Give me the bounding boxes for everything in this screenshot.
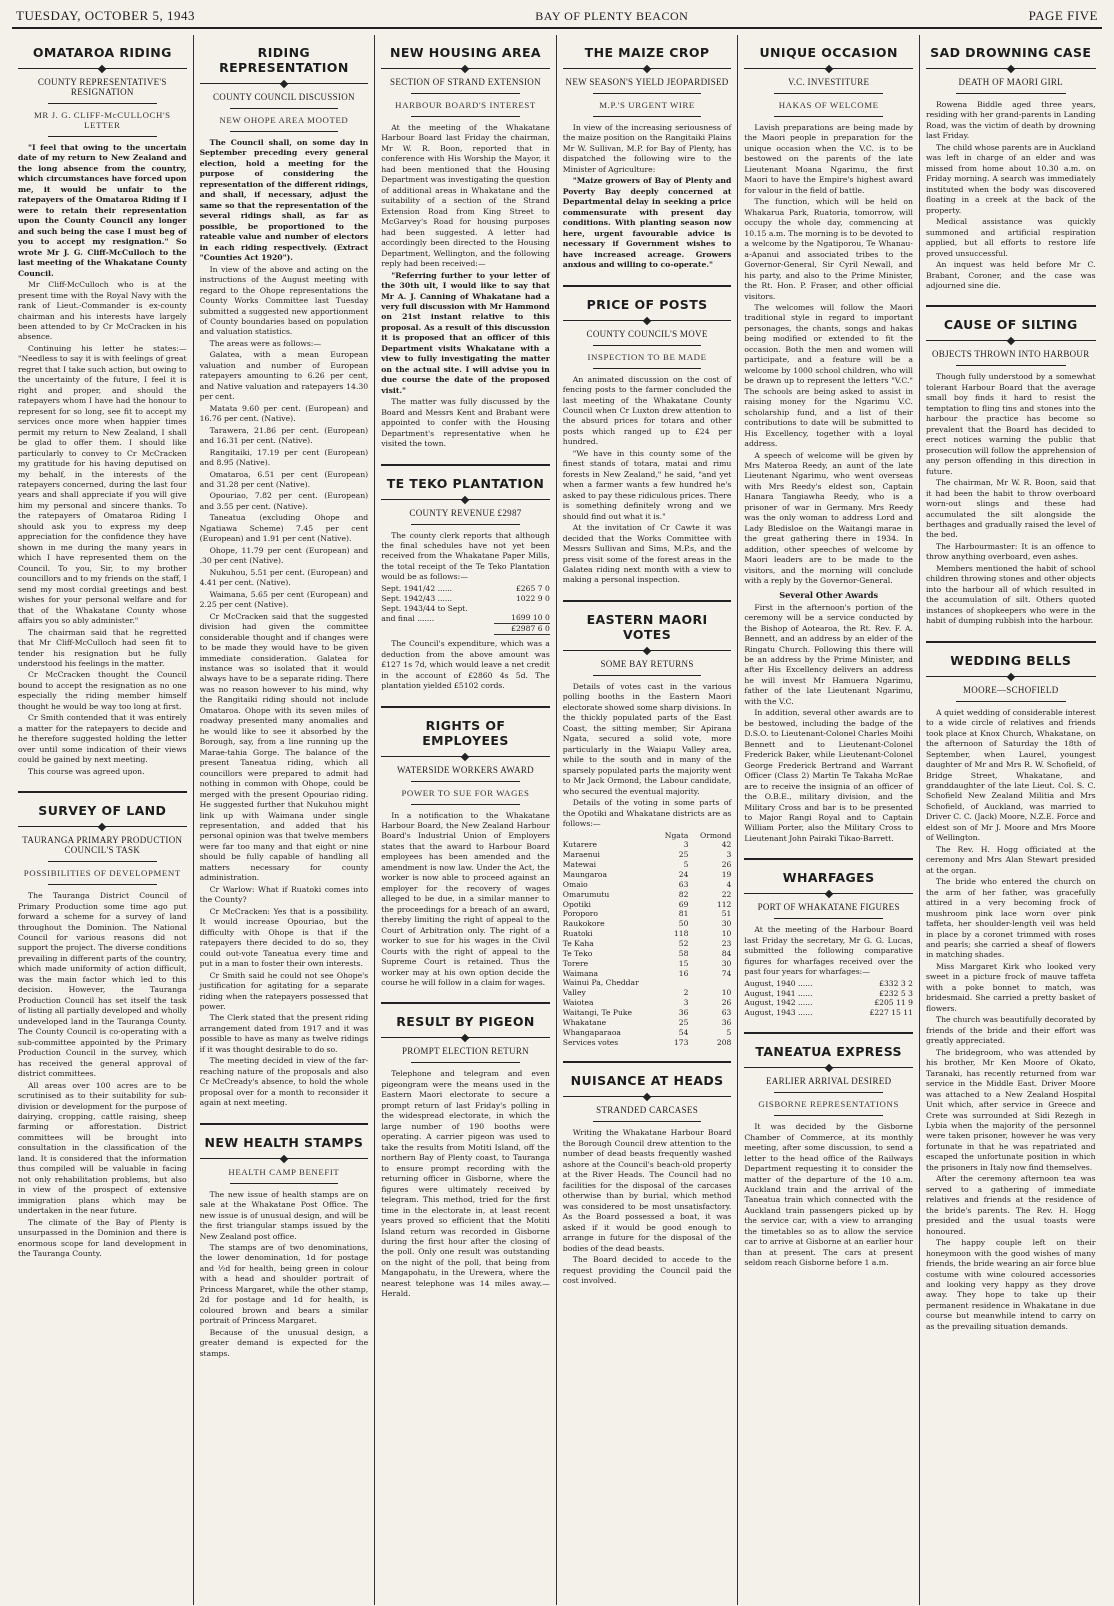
- paragraph: The chairman, Mr W. R. Boon, said that it had been the habit to throw overboard worn-out slings and these had accumulated the silt alongside the berthages and gradually raised the level of the bed.: [925, 478, 1096, 540]
- headline: WEDDING BELLS: [950, 652, 1072, 668]
- paragraph: The Tauranga District Council of Primary Production some time ago put forward a scheme for a survey of land throughout the Dominion. The National Council for various reasons did not support the project. The diverse conditions prevailing in different parts of the country, which made uniformity of action difficult, was the main factor which led to this decision. However, the Tauranga Production Council has set itself the task of listing all partially developed and wholly undeveloped land in the Tauranga County. The County Council is co-operating with a sub-committee appointed by the Primary Production Council in the survey, which has received the general approval of district committees.: [18, 891, 187, 1079]
- table-row: Sept. 1943/44 to Sept.: [381, 603, 468, 613]
- paragraph: At the meeting of the Harbour Board last Friday the secretary, Mr G. G. Lucas, submitted the following comparative figures for wharfages received over the past four years for wharfages:—: [744, 925, 913, 977]
- divider: [593, 368, 702, 369]
- rule: [563, 320, 732, 321]
- paragraph: Telephone and telegram and even pigeongram were the means used in the Eastern Maori electorate to secure a prompt return of last Friday's polling in the widespread electorate, in which the large number of 190 booths were operating. A carrier pigeon was used to take the results from Motiti Island, off the northern Bay of Plenty coast, to Tauranga to ensure prompt recording with the returning officer in Gisborne, where the figures were ultimately received by telegram. This method, tried for the first time in the electorate in, at least recent years proved so efficient that the Motiti Island return was recorded in Gisborne during the first hour after the closing of the poll. Only one result was outstanding on the night of the poll, that being from Mangapohatu, in the Urewera, where the nearest telephone was 14 miles away.—Herald.: [381, 1069, 550, 1299]
- paragraph: A speech of welcome will be given by Mrs Materoa Reedy, an aunt of the late Lieutenant Ngarimu, who went overseas with Mrs Reedy's eldest son, Captain Hanara Tangiawha Reedy, who is a prisoner of war in Germany. Mrs Reedy was the only woman to address Lord and Lady Bledisloe on the Waitangi marae in the great gathering there in 1934. In addition, other speeches of welcome by Maori leaders are to be made to the visitors, and the morning will conclude with a reply by the Governor-General.: [744, 450, 913, 586]
- rule: [563, 68, 732, 69]
- votes-table: [563, 831, 732, 1048]
- paragraph: Nukuhou, 5.51 per cent. (European) and 4.41 per cent. (Native).: [199, 567, 369, 588]
- table-row: Omarumutu 82 22: [562, 889, 732, 899]
- headline: NEW HOUSING AREA: [389, 45, 541, 60]
- table-row: August, 1942 ...... £205 11 9: [744, 998, 913, 1008]
- subheadline: DEATH OF MAORI GIRL: [958, 77, 1063, 87]
- paragraph: The chairman said that he regretted that Mr Cliff-McCulloch had seen fit to tender his resignation but he fully understood his feelings in the matter.: [18, 627, 187, 668]
- headline: RIGHTS OF EMPLOYEES: [422, 717, 509, 748]
- subheadline: PORT OF WHAKATANE FIGURES: [757, 902, 900, 913]
- table-row: Poroporo 81 51: [562, 909, 732, 919]
- table-row: Omaio 63 4: [562, 879, 732, 889]
- paragraph: Details of votes cast in the various polling booths in the Eastern Maori electorate showed some sharp divisions. In the thickly populated parts of the East Coast, the sitting member, Sir Apirana Ngata, secured a solid vote, more particularly in the Waiapu Valley area, while to the south and in many of the sparsely populated parts the majority went to Mr Jack Ormond, the Labour candidate, who secured the eventual majority.: [562, 681, 732, 796]
- divider: [774, 1092, 883, 1093]
- paragraph: Lavish preparations are being made by the Maori people in preparation for the unique occasion when the V.C. is to be bestowed on the parents of the late Lieutenant Moana Ngarimu, the first Maori to have the Empire's highest award for valour in the field of battle.: [744, 123, 913, 195]
- headline: TANEATUA EXPRESS: [755, 1044, 902, 1060]
- paragraph: "Referring further to your letter of the 30th ult, I would like to say that Mr A. J. Canning of Whakatane had a very full discussion with Mr Hammond on 21st instant relative to this proposal. As a result of this discussion it is proposed that an officer of this Department visits Whakatane with a view to fully investigating the matter on the actual site. I will advise you in due course the date of the proposed visit.": [381, 270, 550, 395]
- table-row: Waimana 16 74: [562, 968, 732, 978]
- subheadline-2: NEW OHOPE AREA MOOTED: [219, 115, 349, 125]
- column-2: [194, 35, 376, 1605]
- divider: [956, 365, 1066, 366]
- subheadline-2: MR J. G. CLIFF-McCULLOCH'S LETTER: [33, 110, 171, 130]
- subheadline: COUNTY COUNCIL'S MOVE: [586, 328, 708, 339]
- headline: THE MAIZE CROP: [584, 45, 710, 60]
- paragraph: The Rev. H. Hogg officiated at the ceremony and Mrs Alan Stewart presided at the organ.: [925, 844, 1096, 875]
- headline: NUISANCE AT HEADS: [570, 1073, 724, 1089]
- divider: [593, 1121, 702, 1122]
- divider: [230, 108, 339, 109]
- paragraph: "I feel that owing to the uncertain date of my return to New Zealand and the long absence from the country, which circumstances have forced upon me, it would be unfair to the ratepayers of the Omataroa Riding if I were to retain their representation upon the County Council any longer and such being the case I must beg of you to accept my resignation." So wrote Mr J. G. Cliff-McCulloch to the last meeting of the Whakatane County Council.: [18, 143, 187, 278]
- subheadline-2: INSPECTION TO BE MADE: [587, 351, 707, 362]
- paragraph: In addition, several other awards are to be bestowed, including the badge of the D.S.O. to Lieutenant-Colonel Charles Moihi Bennett and to Lieutenant-Colonel Frederick Baker, while Lieutenant-Colonel George Frederick Bertrand and Warrant Officer (Class 2) Martin Te Takaha McRae are to receive the insignia of an officer of the O.B.E., military division, and the Military Cross and bar is to be presented to Major Rangi Royal and to Captain William Porter, also the Military Cross to Lieutenant John Pairaki Tikao-Barrett.: [744, 708, 913, 843]
- headline: WHARFAGES: [782, 870, 875, 886]
- paragraph: The areas were as follows:—: [209, 338, 322, 348]
- subheadline: WATERSIDE WORKERS AWARD: [396, 764, 534, 775]
- paragraph: An animated discussion on the cost of fencing posts to the farmer concluded the last meeting of the Whakatane County Council when Cr Luxton drew attention to the absurd prices for totara and other posts which ranged up to £24 per hundred.: [562, 374, 732, 447]
- divider: [774, 93, 883, 94]
- paragraph: Writing the Whakatane Harbour Board the Borough Council drew attention to the number of dead beasts frequently washed ashore at the Council's beach-old property at the River Heads. The Council had no facilities for the disposal of the carcases otherwise than by burial, which method was considered to be most unsatisfactory. As the Board possessed a boat, it was asked if it would be good enough to arrange in future for the disposal of the bodies of the dead beasts.: [562, 1128, 732, 1253]
- paragraph: Cr Warlow: What if Ruatoki comes into the County?: [199, 884, 369, 905]
- paragraph: The church was beautifully decorated by friends of the bride and their effort was greatly appreciated.: [925, 1015, 1096, 1046]
- paragraph: Because of the unusual design, a greater demand is expected for the stamps.: [199, 1327, 369, 1358]
- headline: CAUSE OF SILTING: [943, 317, 1078, 333]
- divider: [593, 93, 702, 94]
- subheadline-2: M.P.'S URGENT WIRE: [599, 100, 695, 110]
- table-row: Te Teko 58 84: [562, 948, 732, 958]
- paragraph: Cr Smith contended that it was entirely a matter for the ratepayers to decide and he therefore suggested holding the letter over until some indication of their views could be gained by next meeting.: [18, 713, 187, 765]
- paragraph: Cr McCracken said that the suggested division had given the committee considerable thought and if changes were to be made they would have to be given immediate consideration. Galatea for instance was so isolated that it would always have to be a separate riding. There was no reason however to his mind, why the Rangitaiki riding should not include Omataroa. Ohope with its seven miles of roadway presented many anomalies and he would like to see it absorbed by the Borough, say, from a line running up the Marae-tahia Gorge. The balance of the present Taneatua riding, which all councillors were prepared to admit had nothing in common with Ohope, could be merged with the present Opouriao riding. He suggested further that Nukuhou might link up with Waimana under single representation, and added that his personal opinion was that twelve members were far too many and that eight or nine should be fully capable of handling all matters necessary for county administration.: [199, 611, 369, 883]
- paragraph: Taneatua (excluding Ohope and Ngatiawa Scheme) 7.45 per cent (European) and 1.91 per cent (Native).: [199, 513, 369, 544]
- table-row: Whangaparaoa 54 5: [562, 1027, 732, 1037]
- article-separator: [744, 1032, 913, 1034]
- subheadline: TAURANGA PRIMARY PRODUCTION COUNCIL'S TASK: [22, 835, 183, 856]
- paragraph: The new issue of health stamps are on sale at the Whakatane Post Office. The new issue is of unusual design, and will be the first triangular stamps issued by the New Zealand post office.: [199, 1189, 369, 1241]
- paragraph: "We have in this county some of the finest stands of totara, matai and rimu forests in New Zealand," he said, "and yet when a farmer wants a few hundred he's asked to pay these ridiculous prices. There is something definitely wrong and we should find out what it is.": [562, 448, 732, 521]
- subheadline-2: GISBORNE REPRESENTATIONS: [758, 1099, 899, 1110]
- table-row: Sept. 1941/42 ...... £265 7 0: [381, 583, 550, 593]
- paragraph: The happy couple left on their honeymoon with the good wishes of many friends, the bride wearing an air force blue costume with wine coloured accessories and looking very happy as they drove away. They hope to take up their permanent residence in Whakatane in due course but meanwhile intend to carry on as the prevailing situation demands.: [925, 1238, 1096, 1331]
- subheadline: COUNTY REVENUE £2987: [409, 507, 522, 518]
- divider: [48, 136, 157, 137]
- column-4: [557, 35, 739, 1605]
- subheadline: EARLIER ARRIVAL DESIRED: [765, 1076, 892, 1087]
- paragraph: Cr McCracken thought the Council bound to accept the resignation as no one especially the riding member himself thought he would be way too long at first.: [18, 670, 187, 711]
- table-header: Ngata Ormond: [664, 830, 732, 840]
- headline: SAD DROWNING CASE: [930, 45, 1092, 60]
- issue-date: TUESDAY, OCTOBER 5, 1943: [16, 8, 195, 23]
- paragraph: The matter was fully discussed by the Board and Messrs Kent and Brabant were appointed to confer with the Housing Department's representative when he visited the town.: [381, 397, 550, 449]
- divider: [411, 781, 520, 782]
- divider: [774, 116, 883, 117]
- paragraph: Rowena Biddle aged three years, residing with her grand-parents in Landing Road, was the victim of death by drowning last Friday.: [925, 100, 1096, 141]
- table-row: Wainui Pa, Cheddar: [562, 978, 639, 988]
- table-row: August, 1943 ...... £227 15 11: [744, 1008, 913, 1018]
- article-separator: [926, 305, 1096, 307]
- paragraph: All areas over 100 acres are to be scrutinised as to their suitability for sub-division or development for the purpose of dairying, cropping, cattle raising, sheep farming or afforestation. District committees will be brought into consultation in the classification of the land. It is considered that the information thus compiled will be valuable in facing not only rehabilitation problems, but also in view of the prospect of extensive immigration plans which may be undertaken in the near future.: [18, 1080, 187, 1216]
- paragraph: Cr McCracken: Yes that is a possibility. It would increase Opouriao, but the difficulty with Ohope is that if the ratepayers there decided to do so, they could out-vote Taneatua every time and put in a man to foster their own interests.: [199, 906, 369, 969]
- table-row: Whakatane 25 36: [562, 1017, 732, 1027]
- paragraph: At the invitation of Cr Cawte it was decided that the Works Committee with Messrs Sullivan and Sims, M.P.s, and the press visit some of the forest areas in the Galatea riding next month with a view to making a personal inspection.: [562, 523, 732, 585]
- subheadline: OBJECTS THROWN INTO HARBOUR: [932, 349, 1090, 360]
- rule: [200, 83, 369, 84]
- rule: [926, 340, 1096, 341]
- table-row: £2987 6 0: [381, 624, 550, 635]
- paragraph: The stamps are of two denominations, the lower denomination, 1d for postage and ½d for health, being green in colour with a head and shoulder portrait of Princess Margaret, while the other stamp, 2d for postage and 1d for health, is coloured brown and bears a similar portrait of Princess Margaret.: [199, 1243, 369, 1326]
- rule: [926, 676, 1096, 677]
- paragraph: The child whose parents are in Auckland was left in charge of an elder and was missed from home about 10.30 a.m. on Friday morning. A search was immediately instituted when the body was discovered floating in a creek at the back of the property.: [925, 142, 1096, 215]
- subheadline: COUNTY REPRESENTATIVE'S RESIGNATION: [37, 77, 167, 97]
- headline: UNIQUE OCCASION: [759, 45, 898, 60]
- subheadline: NEW SEASON'S YIELD JEOPARDISED: [565, 77, 729, 87]
- subheadline-2: HAKAS OF WELCOME: [778, 100, 879, 110]
- paragraph: The county clerk reports that although the final schedules have not yet been received from the Whakatane Paper Mills, the total receipt of the Te Teko Plantation would be as follows:—: [381, 530, 550, 582]
- paragraph: This course was agreed upon.: [28, 766, 145, 776]
- revenue-table: [381, 584, 550, 635]
- paragraph: Matata 9.60 per cent. (European) and 16.76 per cent. (Native).: [199, 403, 369, 424]
- paragraph: The Board decided to accede to the request providing the Council paid the cost involved.: [562, 1255, 732, 1285]
- article-separator: [563, 600, 732, 602]
- article-separator: [200, 1123, 369, 1125]
- paragraph: Tarawera, 21.86 per cent. (European) and 16.31 per cent. (Native).: [199, 425, 369, 446]
- paragraph: In view of the above and acting on the instructions of the August meeting with regard to the Ohope representations the County Works Committee last Tuesday submitted a suggested new apportionment of County boundaries based on population and valuation statistics.: [199, 264, 369, 337]
- table-row: Valley 2 10: [562, 988, 732, 998]
- rule: [744, 1067, 913, 1068]
- page-number: PAGE FIVE: [1028, 8, 1098, 23]
- divider: [956, 701, 1066, 702]
- table-row: Te Kaha 52 23: [562, 938, 732, 948]
- section-heading: Several Other Awards: [779, 589, 879, 600]
- divider: [411, 804, 520, 805]
- paragraph: Rangitaiki, 17.19 per cent (European) and 8.95 (Native).: [199, 447, 369, 468]
- table-row: Matewai 5 26: [562, 860, 732, 870]
- paragraph: It was decided by the Gisborne Chamber of Commerce, at its monthly meeting, after some discussion, to send a letter to the head office of the Railways Department requesting it to consider the matter of the departure of the 10 a.m. Auckland train and the arrival of the Taneatua train which connected with the Auckland train passengers picked up by the service car, with a view to arranging the timetables so as to allow the service car to arrive at Gisborne at an earlier hour than at present. The cars at present seldom reach Gisborne before 1 a.m.: [744, 1122, 913, 1268]
- paragraph: Ohope, 11.79 per cent (European) and .30 per cent (Native).: [199, 545, 369, 566]
- paragraph: In view of the increasing seriousness of the maize position on the Rangitaiki Plains Mr W. Sullivan, M.P. for Bay of Plenty, has dispatched the following wire to the Minister of Agriculture:: [562, 123, 732, 174]
- subheadline-2: POWER TO SUE FOR WAGES: [401, 787, 530, 798]
- divider: [593, 116, 702, 117]
- table-row: Waiotea 3 26: [562, 998, 732, 1008]
- column-5: [738, 35, 920, 1605]
- paragraph: The bridegroom, who was attended by his brother, Mr Ken Moore of Okato, Taranaki, has recently returned from war service in the Middle East. Driver Moore was attached to a New Zealand Hospital Unit which, after service in Greece and Crete was surrounded at Sidi Rezegh in Lybia when the majority of the personnel were taken prisoner, however he was very fortunate in that he was repatriated and escaped the unfortunate position in which the prisoners in Italy now find themselves.: [925, 1047, 1096, 1172]
- rule: [744, 68, 913, 69]
- paragraph: "Maize growers of Bay of Plenty and Poverty Bay deeply concerned at Departmental delay in seeking a price commensurate with present day conditions. With planting season now here, urgent favourable advice is necessary if Government wishes to have increased acreage. Growers anxious and willing to co-operate.": [562, 176, 732, 270]
- divider: [774, 918, 883, 919]
- rule: [563, 650, 732, 651]
- divider: [411, 93, 520, 94]
- wharfage-table: [744, 979, 913, 1018]
- headline: NEW HEALTH STAMPS: [204, 1134, 364, 1150]
- divider: [593, 675, 702, 676]
- paragraph: In a notification to the Whakatane Harbour Board, the New Zealand Harbour Board's Industrial Union of Employers states that the award to Harbour Board employees has been amended and the amendment is now law. Under the Act, the worker is now able to proceed against an employer for the recovery of wages alleged to be due, in a similar manner to the proceedings for a breach of an award, thereby limiting the right of appeal to the Court of Arbitration only. The right of a worker to sue for his wages in the Civil Courts with the right of appeal to the Supreme Court is retained. Thus the worker may at his own option decide the course he will follow in a claim for wages.: [381, 810, 550, 988]
- paragraph: The Council's expenditure, which was a deduction from the above amount was £127 1s 7d, which would leave a net credit in the account of £2860 4s 5d. The plantation yielded £5102 cords.: [381, 639, 550, 691]
- headline: RIDING REPRESENTATION: [219, 45, 349, 75]
- article-separator: [381, 464, 550, 466]
- article-separator: [926, 641, 1096, 643]
- paragraph: Opouriao, 7.82 per cent. (European) and 3.55 per cent. (Native).: [199, 491, 369, 511]
- table-row: Services votes 173 208: [562, 1037, 732, 1047]
- paragraph: Cr Smith said he could not see Ohope's justification for agitating for a separate riding when the ratepayers possessed that power.: [199, 970, 369, 1011]
- paragraph: The Clerk stated that the present riding arrangement dated from 1917 and it was possible to have as many as twelve ridings if it was thought desirable to do so.: [199, 1013, 369, 1054]
- divider: [230, 131, 339, 132]
- paragraph: A quiet wedding of considerable interest to a wide circle of relatives and friends took place at Knox Church, Whakatane, on the afternoon of Saturday the 18th of September, when Laurel, youngest daughter of Mr and Mrs R. W. Schofield, of Bridge Street, Whakatane, and granddaughter of the late Lieut. Col. S. C. Schofield New Zealand Militia and Mrs Schofield, of Auckland, was married to Driver C. C. (Jack) Moore, N.Z.E. Force and eldest son of Mr J. Moore and Mrs Moore of Wellington.: [925, 707, 1096, 843]
- subheadline: COUNTY COUNCIL DISCUSSION: [212, 92, 355, 102]
- divider: [411, 524, 520, 525]
- article-separator: [18, 791, 187, 793]
- paragraph: At the meeting of the Whakatane Harbour Board last Friday the chairman, Mr W. R. Boon, reported that in conference with His Worship the Mayor, it had been mentioned that the Housing Department was investigating the question of additional areas in Whakatane and the suitability of a section of the Strand Extension Road from King Street to McGarvey's Road for housing purposes had been suggested. A letter had accordingly been directed to the Housing Department, Wellington, and the following reply had been received:—: [381, 123, 550, 269]
- paragraph: Though fully understood by a somewhat tolerant Harbour Board that the average small boy finds it hard to resist the temptation to fling tins and stones into the harbour the practice has become so prevalent that the Board has decided to erect notices warning the public that prosecution will follow the apprehension of any person offending in this direction in future.: [925, 372, 1096, 476]
- headline: EASTERN MAORI VOTES: [586, 611, 708, 642]
- divider: [593, 345, 702, 346]
- table-row: and final ....... 1699 10 0: [381, 613, 550, 623]
- masthead: [12, 6, 1102, 29]
- table-row: Raukokore 50 30: [562, 919, 732, 929]
- article-separator: [381, 1002, 550, 1004]
- subheadline: V.C. INVESTITURE: [787, 77, 870, 87]
- table-row: Opotiki 69 112: [562, 899, 732, 909]
- article-separator: [381, 706, 550, 708]
- paragraph: Mr Cliff-McCulloch who is at the present time with the Royal Navy with the rank of Lieut.-Commander is ex-county chairman and his interests have largely been attended to by Cr McCracken in his absence.: [18, 280, 187, 342]
- headline: OMATAROA RIDING: [32, 45, 172, 60]
- subheadline: STRANDED CARCASES: [596, 1105, 699, 1116]
- subheadline: SOME BAY RETURNS: [600, 658, 694, 669]
- subheadline-2: HARBOUR BOARD'S INTEREST: [395, 100, 536, 110]
- rule: [381, 1037, 550, 1038]
- paragraph: Members mentioned the habit of school children throwing stones and other objects into the harbour all of which resulted in the accumulation of silt. Others quoted instances of shopkeepers who were in the habit of dumping rubbish into the harbour.: [925, 563, 1096, 626]
- paragraph: Medical assistance was quickly summoned and artificial respiration applied, but all efforts to restore life proved unsuccessful.: [925, 217, 1096, 258]
- rule: [926, 68, 1096, 69]
- divider: [411, 116, 520, 117]
- paragraph: Omataroa, 6.51 per cent (European) and 31.28 per cent (Native).: [199, 469, 369, 489]
- rule: [18, 826, 187, 827]
- column-6: [920, 35, 1102, 1605]
- table-row: August, 1941 ...... £232 5 3: [744, 988, 913, 998]
- paragraph: The welcomes will follow the Maori traditional style in regard to important personages, the chants, songs and hakas being modified or extended to fit the occasion. Both the men and women will participate, and a feature will be a welcome by 1000 school children, who will be drawn up to represent the letters "V.C." The schools are being asked to assist in raising money for the Ngarimu V.C. scholarship fund, and a list of their contributions to date will be submitted to His Excellency, together with a loyal address.: [744, 302, 913, 449]
- subheadline-2: POSSIBILITIES OF DEVELOPMENT: [23, 868, 181, 879]
- columns: [12, 35, 1102, 1605]
- paragraph: Galatea, with a mean European valuation and number of European ratepayers amounting to 6.26 per cent, and Native valuation and ratepayers 14.30 per cent.: [199, 350, 369, 402]
- table-row: Maraenui 25 3: [562, 850, 732, 860]
- paragraph: Details of the voting in some parts of the Opotiki and Whakatane districts are as follows:—: [562, 798, 732, 829]
- article-separator: [563, 1061, 732, 1063]
- headline: TE TEKO PLANTATION: [386, 475, 545, 491]
- column-3: [375, 35, 557, 1605]
- headline: PRICE OF POSTS: [586, 296, 708, 312]
- paragraph: The bride who entered the church on the arm of her father, was gracefully attired in a very becoming frock of mushroom pink lace worn over pink taffeta, her shoulder-length veil was held in place by a coronet trimmed with roses and pearls; she carried a sheaf of flowers in matching shades.: [925, 877, 1096, 960]
- subheadline-2: HEALTH CAMP BENEFIT: [228, 1166, 340, 1177]
- paragraph: The function, which will be held on Whakarua Park, Ruatoria, tomorrow, will occupy the whole day, commencing at 10.15 a.m. The morning is to be devoted to a welcome by the Ngatiporou, Te Whanau-a-Apanui and associated tribes to the Governor-General, Sir Cyril Newall, and his party, and also to the Prime Minister, the Rt. Hon. P. Fraser, and other official visitors.: [744, 197, 913, 301]
- rule: [18, 68, 187, 69]
- table-row: Torere 15 30: [562, 958, 732, 968]
- table-row: Kutarere 3 42: [562, 840, 732, 850]
- subheadline: SECTION OF STRAND EXTENSION: [390, 77, 541, 87]
- table-row: Maungaroa 24 19: [562, 869, 732, 879]
- paragraph: After the ceremony afternoon tea was served to a gathering of immediate relatives and friends at the residence of the bride's parents. The Rev. H. Hogg presided and the usual toasts were honoured.: [925, 1174, 1096, 1236]
- paragraph: Miss Margaret Kirk who looked very sweet in a picture frock of mauve taffeta with a poke bonnet to match, was bridesmaid. She carried a pretty basket of flowers.: [925, 961, 1096, 1013]
- table-row: Ruatoki 118 10: [562, 929, 732, 939]
- divider: [956, 93, 1066, 94]
- divider: [774, 1115, 883, 1116]
- divider: [230, 1183, 339, 1184]
- headline: RESULT BY PIGEON: [396, 1014, 535, 1030]
- rule: [744, 893, 913, 894]
- paragraph: Continuing his letter he states:— "Needless to say it is with feelings of great regret that I take such action, but owing to the uncertainty of the future, I feel it is right and proper, and should the ratepayers whom I have had the honour to represent for so long, see fit to accept my services once more when happier times permit my return to New Zealand, I shall be glad to offer them. I should like particularly to convey to Cr McCracken my gratitude for his having deputised on my behalf, in the interests of the ratepayers concerned, during the last four years and shall appreciate if you will give him my personal and sincere thanks. To the ratepayers of Omataroa Riding I should ask you to express my deep appreciation for the confidence they have shown in me during the many years in which I have represented them on the Council. To you, Sir, to my brother councillors and to my friends on the staff, I send my most cordial greetings and best wishes for your personal welfare and for that of the Whakatane County whose affairs you so ably administer.": [18, 343, 187, 626]
- paragraph: The meeting decided in view of the far-reaching nature of the proposals and also Cr McCready's absence, to hold the whole proposal over for a month to reconsider it again at next meeting.: [199, 1056, 369, 1108]
- column-1: [12, 35, 194, 1605]
- divider: [48, 861, 157, 862]
- article-separator: [563, 285, 732, 287]
- rule: [381, 756, 550, 757]
- divider: [48, 884, 157, 885]
- paragraph: The Council shall, on some day in September preceding every general election, hold a meeting for the purpose of considering the representation of the different ridings, and shall, if necessary, adjust the same so that the representation of the several ridings shall, as far as possible, be proportioned to the rateable value and number of electors in each riding respectively. (Extract "Counties Act 1920").: [199, 138, 369, 263]
- article-separator: [744, 858, 913, 860]
- paragraph: First in the afternoon's portion of the ceremony will be a service conducted by the Bishop of Aotearoa, the Rt. Rev. F. A. Bennett, and an address by an elder of the Ringatu Church. Following this there will be an address by the Prime Minister, and after His Excellency delivers an address he will invest Mr Hamuera Ngarimu, father of the late Lieutenant Ngarimu, with the V.C.: [744, 602, 913, 706]
- table-row: Waitangi, Te Puke 36 63: [562, 1007, 732, 1017]
- rule: [381, 499, 550, 500]
- table-row: August, 1940 ...... £332 3 2: [744, 978, 913, 988]
- subheadline: PROMPT ELECTION RETURN: [402, 1046, 529, 1057]
- paragraph: The climate of the Bay of Plenty is unsurpassed in the Dominion and there is enormous scope for land development in the Tauranga County.: [18, 1217, 187, 1259]
- paragraph: An inquest was held before Mr C. Brabant, Coroner, and the case was adjourned sine die.: [925, 260, 1096, 290]
- divider: [48, 103, 157, 104]
- rule: [200, 1158, 369, 1159]
- paragraph: Waimana, 5.65 per cent (European) and 2.25 per cent (Native).: [199, 589, 369, 610]
- paragraph: The Harbourmaster: It is an offence to throw anything overboard, even ashes.: [925, 541, 1096, 562]
- subheadline: MOORE—SCHOFIELD: [963, 684, 1059, 695]
- paper-name: BAY OF PLENTY BEACON: [535, 9, 689, 23]
- rule: [563, 1096, 732, 1097]
- table-row: Sept. 1942/43 ...... 1022 9 0: [381, 593, 550, 603]
- divider: [411, 1062, 520, 1063]
- rule: [381, 68, 550, 69]
- headline: SURVEY OF LAND: [38, 803, 167, 819]
